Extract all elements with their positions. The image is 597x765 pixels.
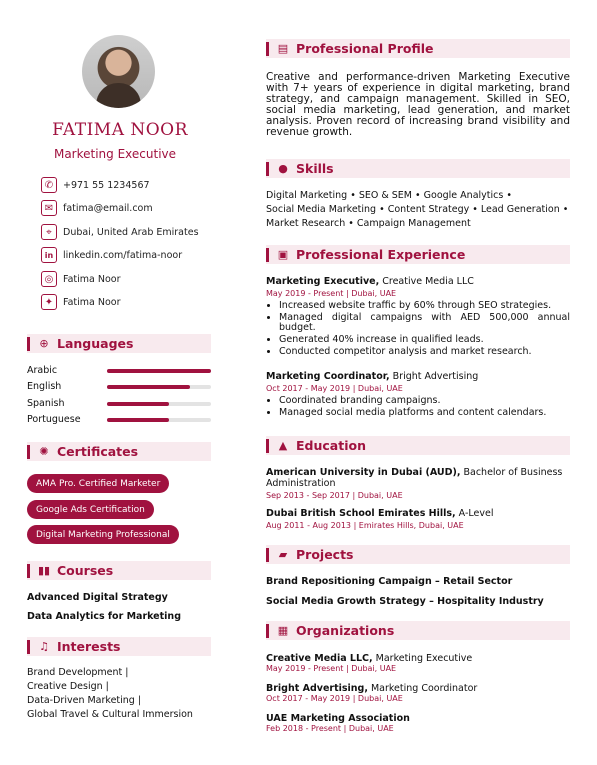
project-item: Brand Repositioning Campaign – Retail Sector bbox=[266, 576, 513, 587]
course-item: Data Analytics for Marketing bbox=[27, 611, 181, 622]
briefcase-icon: ▣ bbox=[277, 248, 289, 261]
email-icon: ✉ bbox=[41, 200, 57, 216]
person-name: FATIMA NOOR bbox=[52, 120, 188, 140]
interest-item: Creative Design | bbox=[27, 681, 109, 692]
twitter-icon: ✦ bbox=[41, 294, 57, 310]
language-row: Portuguese bbox=[27, 414, 211, 425]
language-level-bar bbox=[107, 402, 211, 406]
language-level-bar bbox=[107, 385, 211, 389]
music-icon: ♫ bbox=[39, 640, 49, 653]
organization-entry: Bright Advertising, Marketing Coordinator Oct 2017 - May 2019 | Dubai, UAE bbox=[266, 683, 478, 703]
contact-twitter[interactable] bbox=[41, 294, 121, 310]
section-interests: ♫ Interests bbox=[27, 637, 211, 656]
organization-entry: Creative Media LLC, Marketing Executive May 2019 - Present | Dubai, UAE bbox=[266, 653, 473, 673]
section-courses: ▮▮ Courses bbox=[27, 561, 211, 580]
section-experience: ▣ Professional Experience bbox=[266, 245, 570, 264]
experience-entry: Marketing Coordinator, Bright Advertising Oct 2017 - May 2019 | Dubai, UAE • Coordinated branding campaigns. • Managed social media platforms and content calendars. bbox=[266, 371, 570, 420]
language-row: English bbox=[27, 381, 211, 392]
education-entry: American University in Dubai (AUD), Bachelor of Business Administration Sep 2013 - Sep 2017 | Dubai, UAE bbox=[266, 467, 563, 500]
contact-linkedin[interactable] bbox=[41, 247, 182, 263]
contact-instagram[interactable] bbox=[41, 271, 121, 287]
lightbulb-icon: ● bbox=[278, 162, 288, 175]
section-organizations: ▦ Organizations bbox=[266, 621, 570, 640]
phone-icon: ✆ bbox=[41, 177, 57, 193]
experience-entry: Marketing Executive, Creative Media LLC May 2019 - Present | Dubai, UAE • Increased website traffic by 60% through SEO strategies. • Managed digital campaigns with AED 500,000 annual budget. • Generated 40% increase in qualified leads. • Conducted competitor analysis and market research. bbox=[266, 276, 570, 359]
language-level-bar bbox=[107, 418, 211, 422]
certificate-pill: AMA Pro. Certified Marketer bbox=[27, 474, 169, 493]
language-row: Spanish bbox=[27, 398, 211, 409]
skills-line: Social Media Marketing • Content Strategy • Lead Generation • bbox=[266, 204, 569, 215]
project-item: Social Media Growth Strategy – Hospitality Industry bbox=[266, 596, 544, 607]
contact-phone[interactable] bbox=[41, 177, 150, 193]
language-level-bar bbox=[107, 369, 211, 373]
education-entry: Dubai British School Emirates Hills, A-Level Aug 2011 - Aug 2013 | Emirates Hills, Dubai, UAE bbox=[266, 508, 494, 530]
id-card-icon: ▤ bbox=[277, 42, 289, 55]
book-icon: ▮▮ bbox=[38, 564, 51, 577]
interest-item: Brand Development | bbox=[27, 667, 129, 678]
section-certificates: ✺ Certificates bbox=[27, 442, 211, 461]
badge-icon: ✺ bbox=[39, 445, 49, 458]
section-projects: ▰ Projects bbox=[266, 545, 570, 564]
contact-email[interactable] bbox=[41, 200, 153, 216]
building-icon: ▦ bbox=[277, 624, 289, 637]
interest-item: Data-Driven Marketing | bbox=[27, 695, 142, 706]
course-item: Advanced Digital Strategy bbox=[27, 592, 168, 603]
folder-icon: ▰ bbox=[278, 548, 288, 561]
linkedin-icon: in bbox=[41, 247, 57, 263]
certificate-pill: Digital Marketing Professional bbox=[27, 525, 179, 544]
instagram-icon: ◎ bbox=[41, 271, 57, 287]
language-row: Arabic bbox=[27, 365, 211, 376]
profile-photo bbox=[82, 35, 155, 108]
graduation-cap-icon: ▲ bbox=[278, 439, 288, 452]
contact-text: Dubai, United Arab Emirates bbox=[63, 226, 199, 238]
interest-item: Global Travel & Cultural Immersion bbox=[27, 709, 193, 720]
organization-entry: UAE Marketing Association Feb 2018 - Present | Dubai, UAE bbox=[266, 713, 410, 733]
location-icon: ⌖ bbox=[41, 224, 57, 240]
certificate-pill: Google Ads Certification bbox=[27, 500, 154, 519]
contact-location bbox=[41, 224, 199, 240]
contact-text: Fatima Noor bbox=[63, 296, 121, 308]
skills-line: Market Research • Campaign Management bbox=[266, 218, 471, 229]
section-education: ▲ Education bbox=[266, 436, 570, 455]
section-profile: ▤ Professional Profile bbox=[266, 39, 570, 58]
contact-text: fatima@email.com bbox=[63, 202, 153, 214]
contact-text: linkedin.com/fatima-noor bbox=[63, 249, 183, 261]
section-skills: ● Skills bbox=[266, 159, 570, 178]
contact-text: +971 55 1234567 bbox=[63, 179, 150, 191]
section-languages: ⊕ Languages bbox=[27, 334, 211, 353]
person-title: Marketing Executive bbox=[53, 147, 177, 161]
globe-icon: ⊕ bbox=[39, 337, 49, 350]
contact-text: Fatima Noor bbox=[63, 273, 121, 285]
skills-line: Digital Marketing • SEO & SEM • Google Analytics • bbox=[266, 190, 512, 201]
profile-summary: Creative and performance-driven Marketing Executive with 7+ years of experience in digital marketing, brand strategy, and campaign management. Skilled in SEO, social media marketing, lead generation, and market analysis. Proven record of increasing brand visibility and revenue growth. bbox=[266, 71, 570, 138]
